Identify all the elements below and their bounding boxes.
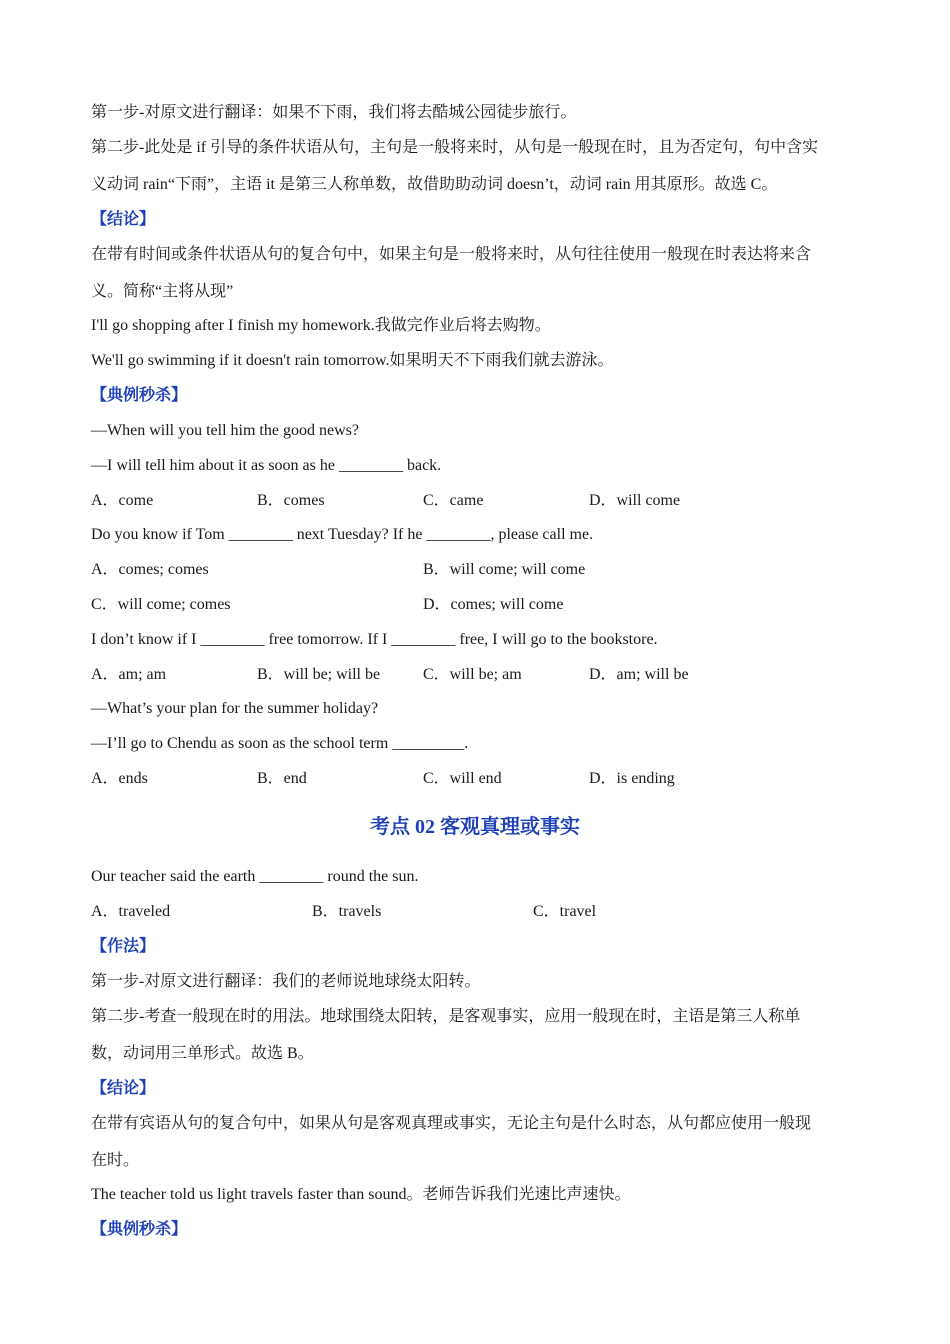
section2-question: Our teacher said the earth ________ round the sun.: [91, 868, 419, 885]
question-2-option-a: A．comes; comes: [91, 561, 209, 578]
question-2-option-d: D．comes; will come: [423, 596, 564, 613]
question-3-option-a: A．am; am: [91, 666, 167, 683]
step2-text-line1: 第二步-此处是 if 引导的条件状语从句，主句是一般将来时，从句是一般现在时，且为否定句，句中含实: [91, 139, 819, 156]
practice-label: 【典例秒杀】: [91, 387, 188, 404]
section2-example: The teacher told us light travels faster than sound。老师告诉我们光速比声速快。: [91, 1186, 631, 1203]
question-3-option-c: C．will be; am: [423, 666, 522, 683]
question-3-option-d: D．am; will be: [589, 666, 689, 683]
section2-option-b: B．travels: [312, 903, 382, 920]
question-1-line1: —When will you tell him the good news?: [91, 422, 359, 439]
step2-text-line2: 义动词 rain“下雨”，主语 it 是第三人称单数，故借助助动词 doesn’t，动词 rain 用其原形。故选 C。: [91, 176, 778, 193]
question-4-line1: —What’s your plan for the summer holiday?: [91, 700, 379, 717]
section2-conclusion-line2: 在时。: [91, 1152, 140, 1169]
section2-step2-line2: 数，动词用三单形式。故选 B。: [91, 1045, 314, 1062]
question-2-option-c: C．will come; comes: [91, 596, 231, 613]
section2-option-c: C．travel: [533, 903, 597, 920]
question-4-option-a: A．ends: [91, 770, 148, 787]
example-sentence-2: We'll go swimming if it doesn't rain tomorrow.如果明天不下雨我们就去游泳。: [91, 352, 614, 369]
question-3-option-b: B．will be; will be: [257, 666, 381, 683]
method-label: 【作法】: [91, 938, 156, 955]
section2-option-a: A．traveled: [91, 903, 171, 920]
question-1-option-a: A．come: [91, 492, 154, 509]
section2-step1: 第一步-对原文进行翻译：我们的老师说地球绕太阳转。: [91, 973, 481, 990]
section2-step2-line1: 第二步-考查一般现在时的用法。地球围绕太阳转，是客观事实，应用一般现在时，主语是第三人称单: [91, 1008, 801, 1025]
section2-practice-label: 【典例秒杀】: [91, 1221, 188, 1238]
question-4-line2: —I’ll go to Chendu as soon as the school term _________.: [91, 735, 469, 752]
conclusion-text-line2: 义。简称“主将从现”: [91, 283, 234, 300]
question-1-option-b: B．comes: [257, 492, 325, 509]
question-1-line2: —I will tell him about it as soon as he ________ back.: [91, 457, 442, 474]
conclusion-label: 【结论】: [91, 211, 156, 228]
question-2-option-b: B．will come; will come: [423, 561, 586, 578]
question-1-option-c: C．came: [423, 492, 484, 509]
question-3-line: I don’t know if I ________ free tomorrow. If I ________ free, I will go to the bookstore.: [91, 631, 658, 648]
section2-conclusion-line1: 在带有宾语从句的复合句中，如果从句是客观真理或事实，无论主句是什么时态，从句都应使用一般现: [91, 1115, 812, 1132]
step1-text: 第一步-对原文进行翻译：如果不下雨，我们将去酷城公园徒步旅行。: [91, 104, 577, 121]
example-sentence-1: I'll go shopping after I finish my homework.我做完作业后将去购物。: [91, 317, 551, 334]
section-heading: 考点 02 客观真理或事实: [370, 816, 580, 838]
conclusion-text-line1: 在带有时间或条件状语从句的复合句中，如果主句是一般将来时，从句往往使用一般现在时表达将来含: [91, 246, 812, 263]
question-1-option-d: D．will come: [589, 492, 681, 509]
section2-conclusion-label: 【结论】: [91, 1080, 156, 1097]
question-4-option-b: B．end: [257, 770, 307, 787]
question-4-option-d: D．is ending: [589, 770, 675, 787]
question-4-option-c: C．will end: [423, 770, 502, 787]
question-2-line: Do you know if Tom ________ next Tuesday? If he ________, please call me.: [91, 526, 594, 543]
